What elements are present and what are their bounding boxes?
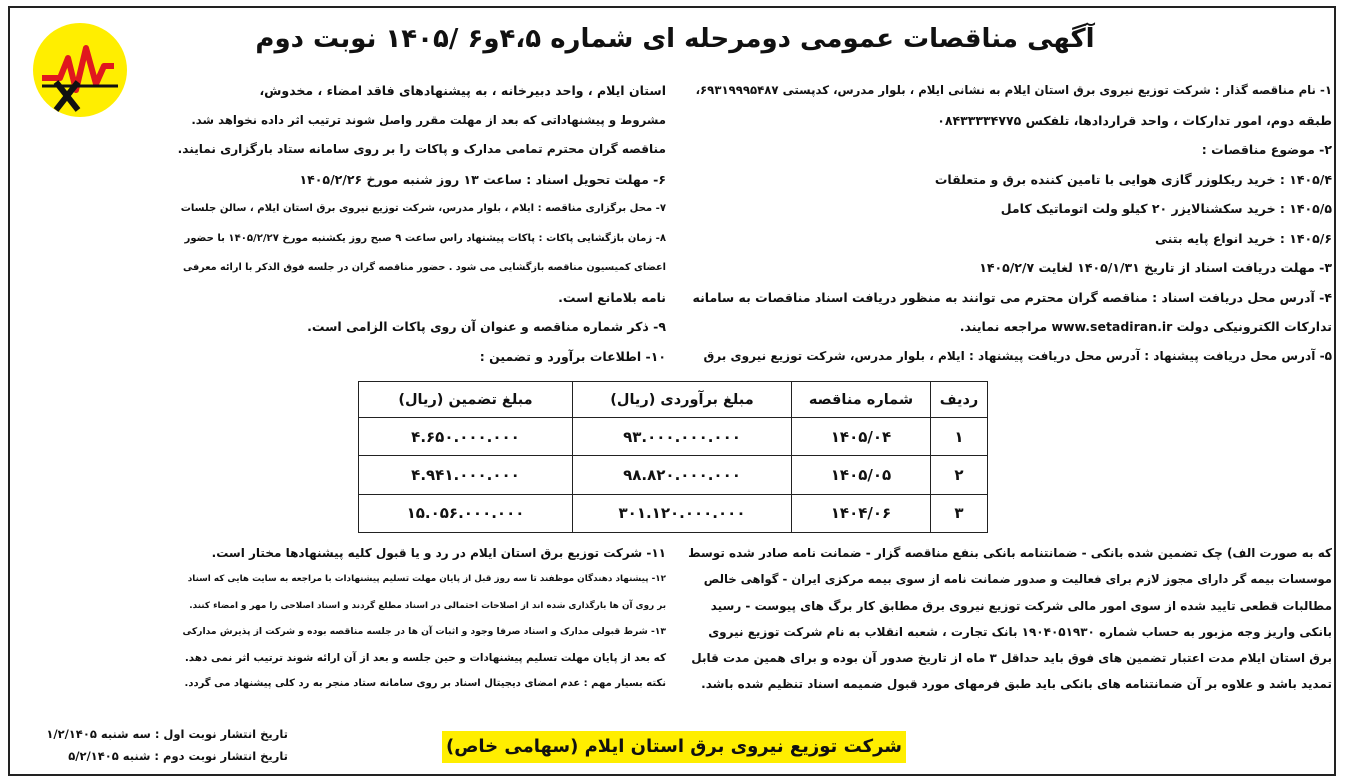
condition-line: ۱۲- پیشنهاد دهندگان موظفند تا سه روز قبل از پایان مهلت تسلیم پیشنهادات با مراجعه به سایت هایی که اسناد [187,574,666,585]
right-line: ۵- آدرس محل دریافت پیشنهاد : آدرس محل دریافت پیشنهاد : ایلام ، بلوار مدرس، شرکت توزیع نیروی برق [703,348,1332,363]
tender-table [358,381,988,533]
left-line: ۸- زمان بازگشایی پاکات : پاکات پیشنهاد راس ساعت ۹ صبح روز یکشنبه مورخ ۱۴۰۵/۲/۲۷ با حضور [184,232,666,244]
cell-row-number: ۳ [931,494,988,532]
important-note: نکته بسیار مهم : عدم امضای دیجیتال اسناد بر روی سامانه ستاد منجر به رد کلی پیشنهاد می گردد. [184,678,666,690]
cell-estimate: ۹۳.۰۰۰.۰۰۰.۰۰۰ [573,418,792,456]
table-row [359,494,988,532]
cell-estimate: ۹۸.۸۲۰.۰۰۰.۰۰۰ [573,456,792,494]
publication-second: تاریخ انتشار نوبت دوم : شنبه ۵/۲/۱۴۰۵ [68,749,288,763]
right-column-items-1-5 [684,76,1332,371]
right-line: ۳- مهلت دریافت اسناد از تاریخ ۱۴۰۵/۱/۳۱ لغایت ۱۴۰۵/۲/۷ [979,260,1332,275]
right-line: ۲- موضوع مناقصات : [1201,142,1332,157]
guarantee-terms [684,540,1332,698]
cell-guarantee: ۴.۹۴۱.۰۰۰.۰۰۰ [359,456,573,494]
terms-line: موسسات بیمه گر دارای مجوز لازم برای فعالیت و صدور ضمانت نامه از سوی بیمه مرکزی ایران - گواهی خالص [703,572,1332,587]
cell-tender-number: ۱۴۰۵/۰۵ [792,456,931,494]
left-line: ۹- ذکر شماره مناقصه و عنوان آن روی پاکات الزامی است. [307,319,666,334]
cell-row-number: ۱ [931,418,988,456]
condition-line: که بعد از پایان مهلت تسلیم پیشنهادات و حین جلسه و بعد از آن ارائه شوند ترتیب اثر نمی دهد. [184,652,666,665]
left-line: ۷- محل برگزاری مناقصه : ایلام ، بلوار مدرس، شرکت توزیع نیروی برق استان ایلام ، سالن جلسات [180,203,666,214]
notice-title: آگهی مناقصات عمومی دومرحله ای شماره ۴،۵و۶ /۱۴۰۵ نوبت دوم [255,24,1095,54]
condition-line: ۱۱- شرکت توزیع برق استان ایلام در رد و یا قبول کلیه پیشنهادها مختار است. [211,546,666,560]
right-line: ۱۴۰۵/۶ : خرید انواع پایه بتنی [1154,230,1332,246]
cell-estimate: ۳۰۱.۱۲۰.۰۰۰.۰۰۰ [573,494,792,532]
left-line: استان ایلام ، واحد دبیرخانه ، به پیشنهادهای فاقد امضاء ، مخدوش، [259,83,666,98]
table-row [359,456,988,494]
header-tender-number: شماره مناقصه [792,382,931,418]
left-line: اعضای کمیسیون مناقصه بازگشایی می شود . حضور مناقصه گران در جلسه فوق الذکر با ارائه معرفی [183,262,666,273]
power-company-logo-icon [30,20,130,120]
right-line: ۴- آدرس محل دریافت اسناد : مناقصه گران محترم می توانند به منظور دریافت اسناد مناقصات به سامانه [692,289,1332,305]
terms-line: بانکی واریز وجه مزبور به حساب شماره ۱۹۰۴۰۵۱۹۳۰ بانک تجارت ، شعبه انقلاب به نام شرکت توزیع نیروی [708,624,1332,639]
publication-first: تاریخ انتشار نوبت اول : سه شنبه ۱/۲/۱۴۰۵ [46,727,288,741]
left-line: نامه بلامانع است. [558,289,666,305]
left-line: ۶- مهلت تحویل اسناد : ساعت ۱۳ روز شنبه مورخ ۱۴۰۵/۲/۲۶ [299,171,666,187]
cell-row-number: ۲ [931,456,988,494]
condition-line: بر روی آن ها بارگذاری شده اند از اصلاحات احتمالی در اسناد مطلع گردند و اسناد اصلاحی را مهر و امضاء کنند. [189,600,666,611]
right-line: طبقه دوم، امور تدارکات ، واحد قراردادها، تلفکس ۰۸۴۳۳۳۳۴۷۷۵ [937,112,1332,128]
publication-dates [40,723,288,767]
cell-guarantee: ۴.۶۵۰.۰۰۰.۰۰۰ [359,418,573,456]
table-row [359,418,988,456]
table-header-row [359,382,988,418]
right-line: تدارکات الکترونیکی دولت www.setadiran.ir مراجعه نمایند. [959,319,1332,334]
left-line: مشروط و پیشنهاداتی که بعد از مهلت مقرر واصل شوند ترتیب اثر داده نخواهد شد. [191,112,666,127]
left-column-items-6-10 [178,76,666,371]
right-line: ۱۴۰۵/۴ : خرید ریکلوزر گازی هوایی با تامین کننده برق و متعلقات [934,171,1332,187]
cell-tender-number: ۱۴۰۴/۰۶ [792,494,931,532]
terms-line: تمدید باشد و علاوه بر آن ضمانتنامه های بانکی باید طبق فرمهای مورد قبول ضمیمه اسناد تنظیم شده باشد. [701,677,1332,692]
left-line: مناقصه گران محترم تمامی مدارک و پاکات را بر روی سامانه ستاد بارگزاری نمایند. [177,142,666,156]
terms-line: مطالبات قطعی تایید شده از سوی امور مالی شرکت توزیع نیروی برق مطابق کار برگ های پیوست - رسید [710,598,1332,613]
cell-guarantee: ۱۵.۰۵۶.۰۰۰.۰۰۰ [359,494,573,532]
company-name-banner: شرکت توزیع نیروی برق استان ایلام (سهامی خاص) [442,731,906,763]
header-guarantee: مبلغ تضمین (ریال) [359,382,573,418]
right-line: ۱- نام مناقصه گذار : شرکت توزیع نیروی برق استان ایلام به نشانی ایلام ، بلوار مدرس، کدپستی ۶۹۳۱۹۹۹۵۴۸۷، [695,83,1332,97]
condition-line: ۱۳- شرط قبولی مدارک و اسناد صرفا وجود و اثبات آن ها در جلسه مناقصه بوده و شرکت از پذیرش مدارکی [182,625,666,637]
right-line: ۱۴۰۵/۵ : خرید سکشنالایزر ۲۰ کیلو ولت اتوماتیک کامل [1000,201,1332,216]
header-row-number: ردیف [931,382,988,418]
terms-line: برق استان ایلام مدت اعتبار تضمین های فوق باید حداقل ۳ ماه از تاریخ صدور آن بوده و برای همین مدت قابل [691,651,1332,666]
header-estimate: مبلغ برآوردی (ریال) [573,382,792,418]
terms-line: که به صورت الف) چک تضمین شده بانکی - ضمانتنامه بانکی بنفع مناقصه گزار - ضمانت نامه صادر شده توسط [688,546,1332,560]
cell-tender-number: ۱۴۰۵/۰۴ [792,418,931,456]
conditions-items-11-13 [178,540,666,698]
left-line: ۱۰- اطلاعات برآورد و تضمین : [479,348,666,364]
